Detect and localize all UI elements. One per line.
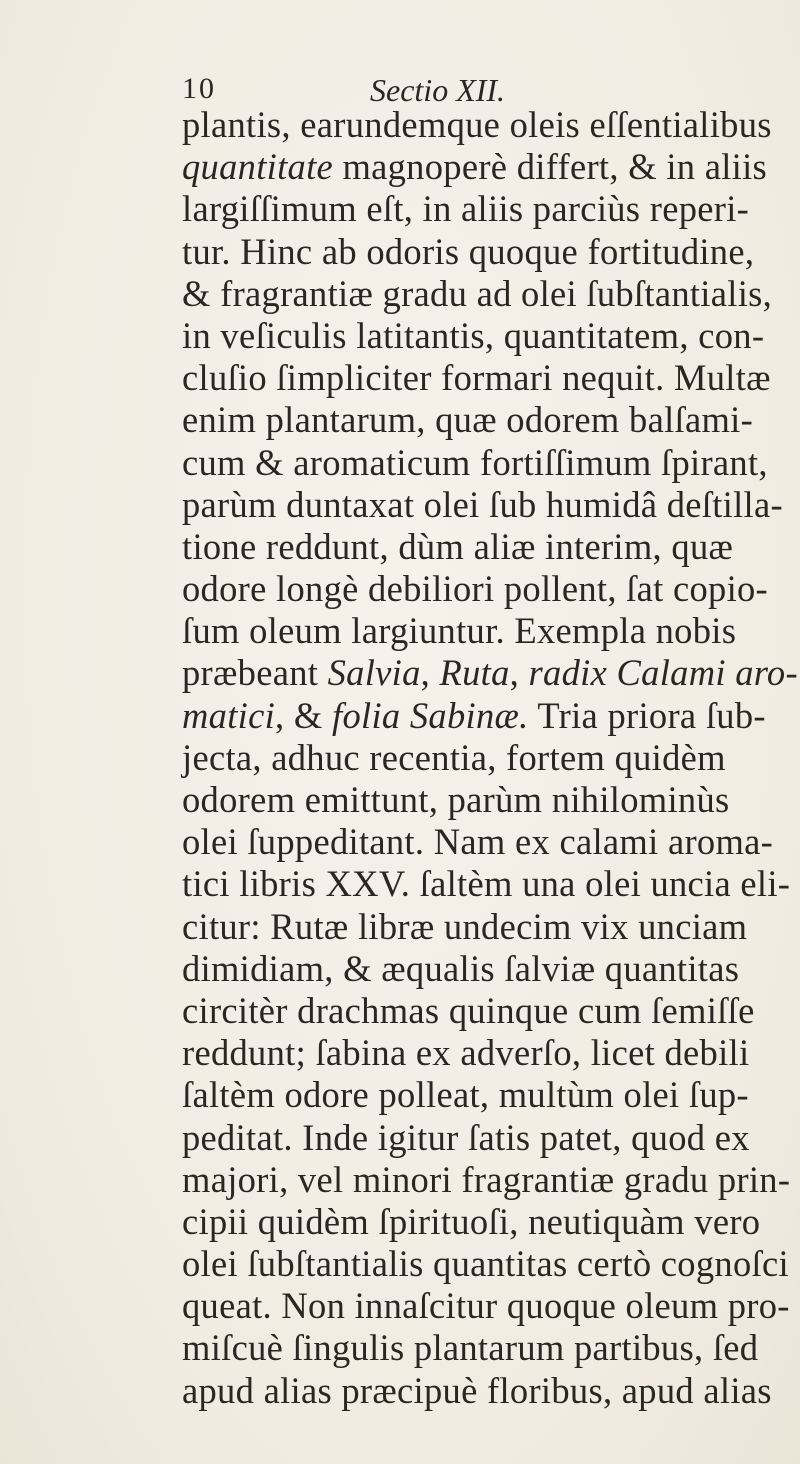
text-segment: tione reddunt, dùm aliæ interim, quæ (182, 525, 734, 567)
text-segment: in veſiculis latitantis, quantitatem, con- (182, 314, 765, 356)
italic-segment: quantitate (182, 146, 334, 188)
text-segment: citur: Rutæ libræ undecim vix unciam (182, 905, 748, 947)
text-line (182, 737, 800, 779)
text-line (182, 231, 800, 273)
text-segment: plantis, earundemque oleis eſſentialibus (182, 104, 772, 145)
text-line (182, 399, 800, 441)
body-text (182, 104, 800, 1412)
text-line (182, 652, 800, 694)
text-line (182, 610, 800, 652)
text-line (182, 442, 800, 484)
text-segment: præbeant (182, 652, 328, 694)
text-segment: tur. Hinc ab odoris quoque fortitudine, (182, 230, 755, 272)
text-segment: cluſio ſimpliciter formari nequit. Multæ (182, 357, 771, 399)
text-line (182, 821, 800, 863)
text-line (182, 1327, 800, 1369)
text-line (182, 1370, 800, 1412)
italic-segment: matici (182, 694, 276, 736)
text-line (182, 104, 800, 146)
italic-segment: radix Calami aro- (528, 652, 798, 694)
text-segment: ſum oleum largiuntur. Exempla nobis (182, 610, 737, 652)
text-segment: queat. Non innaſcitur quoque oleum pro- (182, 1285, 790, 1327)
text-line (182, 357, 800, 399)
text-line (182, 315, 800, 357)
text-line (182, 146, 800, 188)
text-line (182, 484, 800, 526)
text-line (182, 526, 800, 568)
text-segment: largiſſimum eſt, in aliis parciùs reperi- (182, 188, 750, 230)
italic-segment: folia Sabinæ. (332, 694, 529, 736)
text-line (182, 188, 800, 230)
text-segment: miſcuè ſingulis plantarum partibus, ſed (182, 1327, 759, 1369)
page-number: 10 (182, 72, 216, 105)
running-head: Sectio XII. (370, 72, 506, 108)
text-segment: cum & aromaticum fortiſſimum ſpirant, (182, 441, 768, 483)
text-segment: magnoperè differt, & in aliis (333, 146, 768, 188)
text-segment: odore longè debiliori pollent, ſat copio- (182, 568, 769, 610)
text-segment: , (420, 652, 440, 694)
text-segment: tici libris XXV. ſaltèm una olei uncia eli- (182, 863, 791, 905)
text-line (182, 1243, 800, 1285)
text-segment: Tria priora ſub- (528, 694, 766, 736)
text-line (182, 273, 800, 315)
text-line (182, 1032, 800, 1074)
text-line (182, 863, 800, 905)
text-segment: enim plantarum, quæ odorem balſami- (182, 399, 754, 441)
text-line (182, 948, 800, 990)
text-segment: & fragrantiæ gradu ad olei ſubſtantialis, (182, 272, 773, 314)
text-segment: reddunt; ſabina ex adverſo, licet debili (182, 1032, 750, 1074)
text-segment: odorem emittunt, parùm nihilominùs (182, 779, 730, 820)
text-segment: dimidiam, & æqualis ſalviæ quantitas (182, 947, 740, 989)
text-segment: circitèr drachmas quinque cum ſemiſſe (182, 989, 755, 1031)
text-segment: parùm duntaxat olei ſub humidâ deſtilla- (182, 483, 783, 525)
text-segment: olei ſuppeditant. Nam ex calami aroma- (182, 821, 774, 863)
text-segment: apud alias præcipuè floribus, apud alias (182, 1369, 772, 1411)
text-segment: jecta, adhuc recentia, fortem quidèm (182, 736, 726, 778)
italic-segment: Ruta (439, 652, 510, 694)
text-line (182, 1201, 800, 1243)
text-segment: olei ſubſtantialis quantitas certò cognoſci (182, 1243, 789, 1285)
text-segment: cipii quidèm ſpirituoſi, neutiquàm vero (182, 1200, 761, 1242)
text-line (182, 906, 800, 948)
text-line (182, 568, 800, 610)
text-line (182, 779, 800, 821)
text-segment: , (509, 652, 529, 694)
text-line (182, 1117, 800, 1159)
text-line (182, 1159, 800, 1201)
text-line (182, 695, 800, 737)
text-line (182, 1074, 800, 1116)
text-segment: , & (275, 694, 333, 736)
text-segment: peditat. Inde igitur ſatis patet, quod ex (182, 1116, 750, 1158)
italic-segment: Salvia (327, 652, 421, 694)
text-segment: majori, vel minori fragrantiæ gradu prin- (182, 1158, 791, 1200)
text-line (182, 990, 800, 1032)
text-line (182, 1285, 800, 1327)
text-segment: ſaltèm odore polleat, multùm olei ſup- (182, 1074, 749, 1116)
